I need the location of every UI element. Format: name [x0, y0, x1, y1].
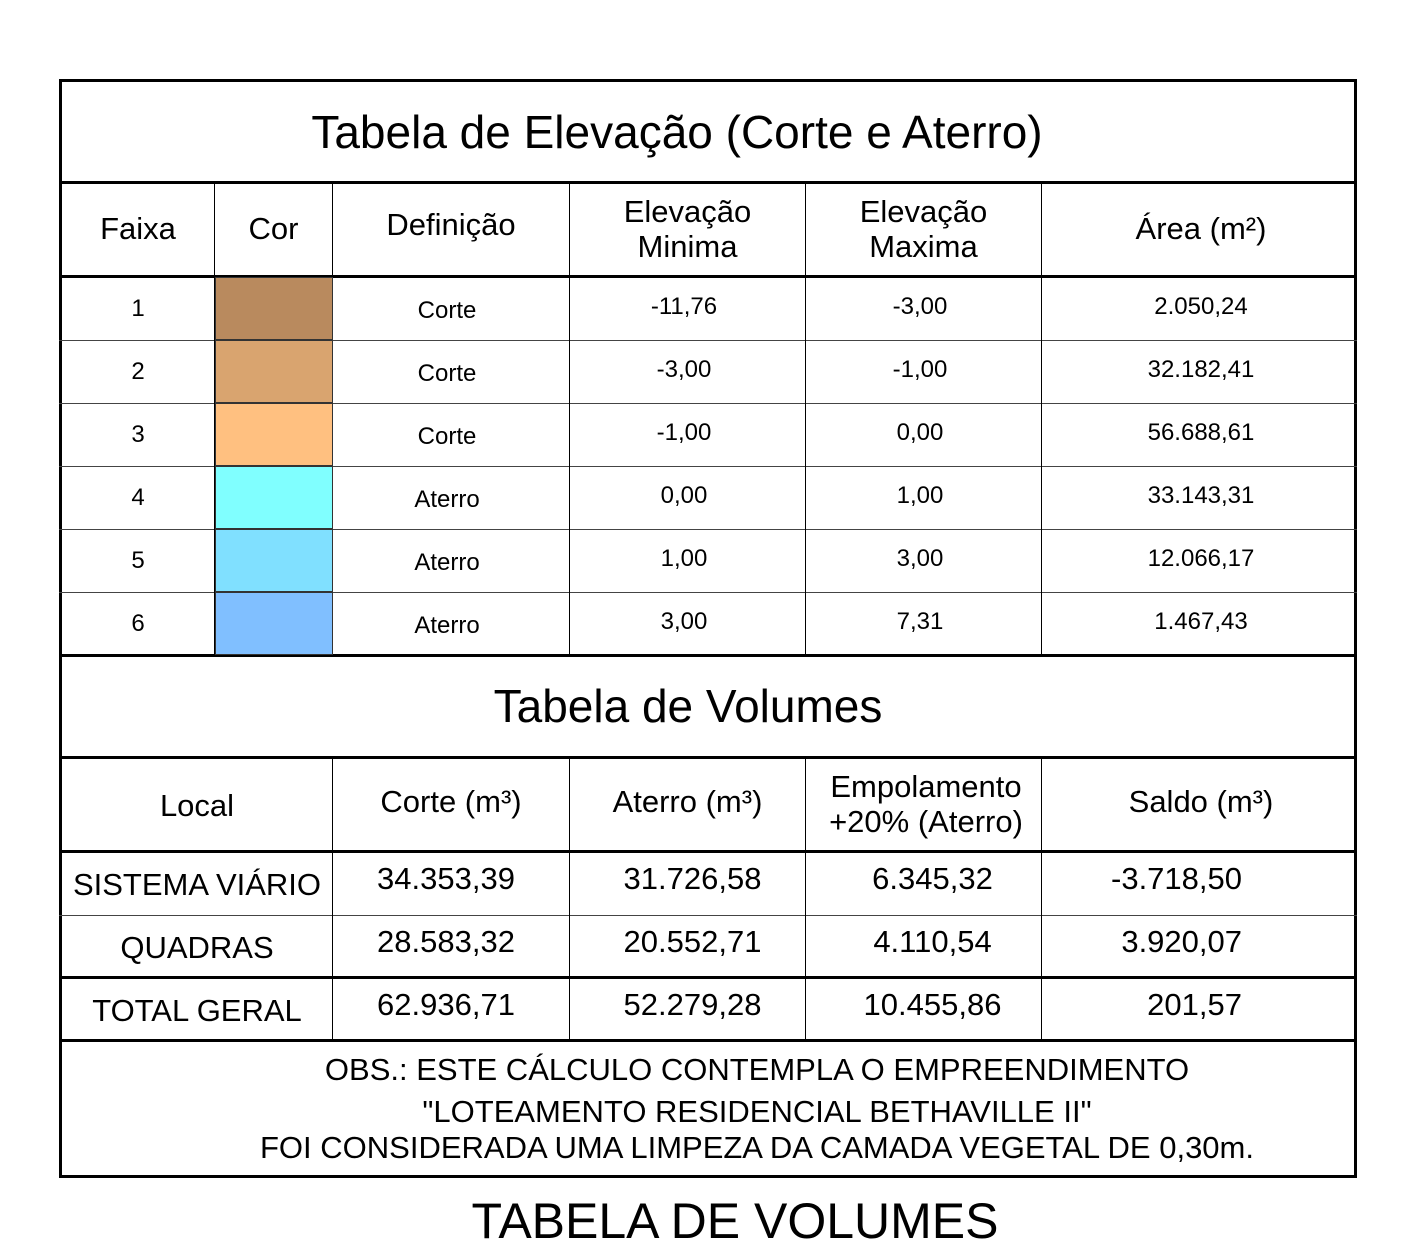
elevation-row-area: 1.467,43: [1154, 607, 1248, 635]
saldo-value: -3.718,50: [1111, 860, 1242, 896]
elevation-row-max: -1,00: [892, 355, 948, 383]
elevation-row-area: 32.182,41: [1147, 355, 1255, 383]
elevation-row-faixa: 5: [131, 546, 145, 574]
elevation-row-definicao: Aterro: [414, 611, 480, 639]
color-swatch: [215, 403, 333, 466]
elevation-row-area: 12.066,17: [1147, 544, 1255, 572]
saldo-value: 3.920,07: [1121, 923, 1242, 959]
volume-row-empolamento: 4.110,54: [873, 923, 992, 959]
saldo-value: 201,57: [1147, 986, 1242, 1022]
header-saldo: Saldo (m³): [1128, 783, 1274, 819]
elevation-row-faixa: 4: [131, 483, 145, 511]
volume-row-saldo: [1042, 912, 1342, 972]
volume-table-title: Tabela de Volumes: [493, 680, 883, 733]
elevation-row-area: 56.688,61: [1147, 418, 1255, 446]
color-swatch: [215, 529, 333, 592]
elevation-row-definicao: Corte: [417, 359, 477, 387]
volume-row-empolamento: 10.455,86: [863, 986, 1002, 1022]
elevation-row-faixa: 3: [131, 420, 145, 448]
header-empolamento: [806, 759, 1046, 850]
header-aterro: Aterro (m³): [612, 783, 763, 819]
volume-row-local: SISTEMA VIÁRIO: [72, 866, 322, 902]
elevation-row-min: 0,00: [660, 481, 708, 509]
volume-row-empolamento: 6.345,32: [872, 860, 993, 896]
elevation-row-definicao: Corte: [417, 422, 477, 450]
elevation-row-area: 2.050,24: [1154, 292, 1248, 320]
caption: TABELA DE VOLUMES: [471, 1193, 999, 1249]
color-swatch: [215, 277, 333, 340]
elevation-row-max: -3,00: [892, 292, 948, 320]
elevation-row-definicao: Aterro: [414, 485, 480, 513]
elevation-row-definicao: Corte: [417, 296, 477, 324]
elevation-row-max: 7,31: [896, 607, 944, 635]
volume-row-corte: 28.583,32: [377, 923, 515, 959]
header-elevacao-maxima: [806, 184, 1041, 275]
volume-row-corte: 62.936,71: [377, 986, 515, 1022]
volume-row-saldo: [1042, 975, 1342, 1035]
color-swatch: [215, 592, 333, 655]
header-corte: Corte (m³): [380, 783, 522, 819]
header-line: Elevação: [859, 193, 988, 229]
color-swatch: [215, 340, 333, 403]
header-line: +20% (Aterro): [829, 803, 1023, 839]
elevation-row-faixa: 6: [131, 609, 145, 637]
elevation-row-min: -11,76: [650, 292, 718, 320]
header-area: Área (m²): [1135, 211, 1267, 247]
header-line: Elevação: [623, 193, 752, 229]
header-definicao: Definição: [386, 207, 516, 243]
observation-note: [62, 1050, 1357, 1164]
volume-row-corte: 34.353,39: [377, 860, 515, 896]
observation-line-3: FOI CONSIDERADA UMA LIMPEZA DA CAMADA VEGETAL DE 0,30m.: [260, 1130, 1254, 1165]
volume-row-aterro: 20.552,71: [623, 923, 762, 959]
observation-line-2: "LOTEAMENTO RESIDENCIAL BETHAVILLE II": [422, 1094, 1092, 1129]
header-line: Maxima: [869, 228, 978, 264]
elevation-row-max: 3,00: [896, 544, 944, 572]
elevation-table-title: Tabela de Elevação (Corte e Aterro): [311, 105, 1043, 158]
elevation-row-min: -1,00: [656, 418, 712, 446]
elevation-row-definicao: Aterro: [414, 548, 480, 576]
observation-line-1: OBS.: ESTE CÁLCULO CONTEMPLA O EMPREENDIMENTO: [324, 1052, 1190, 1087]
header-local: Local: [159, 787, 235, 823]
elevation-row-min: -3,00: [656, 355, 712, 383]
volume-row-saldo: [1042, 849, 1342, 909]
volume-row-aterro: 52.279,28: [623, 986, 762, 1022]
header-cor: Cor: [248, 211, 299, 247]
header-line: Empolamento: [830, 768, 1022, 804]
volume-row-local: TOTAL GERAL: [92, 992, 302, 1028]
volume-row-local: QUADRAS: [120, 929, 274, 965]
elevation-row-faixa: 1: [131, 294, 145, 322]
header-line: Minima: [637, 228, 738, 264]
volume-row-aterro: 31.726,58: [623, 860, 762, 896]
header-faixa: Faixa: [100, 211, 176, 247]
elevation-row-faixa: 2: [131, 357, 145, 385]
color-swatch: [215, 466, 333, 529]
elevation-row-min: 1,00: [660, 544, 708, 572]
elevation-row-min: 3,00: [660, 607, 708, 635]
elevation-row-max: 1,00: [896, 481, 944, 509]
elevation-row-area: 33.143,31: [1147, 481, 1255, 509]
header-elevacao-minima: [570, 184, 805, 275]
elevation-row-max: 0,00: [896, 418, 944, 446]
